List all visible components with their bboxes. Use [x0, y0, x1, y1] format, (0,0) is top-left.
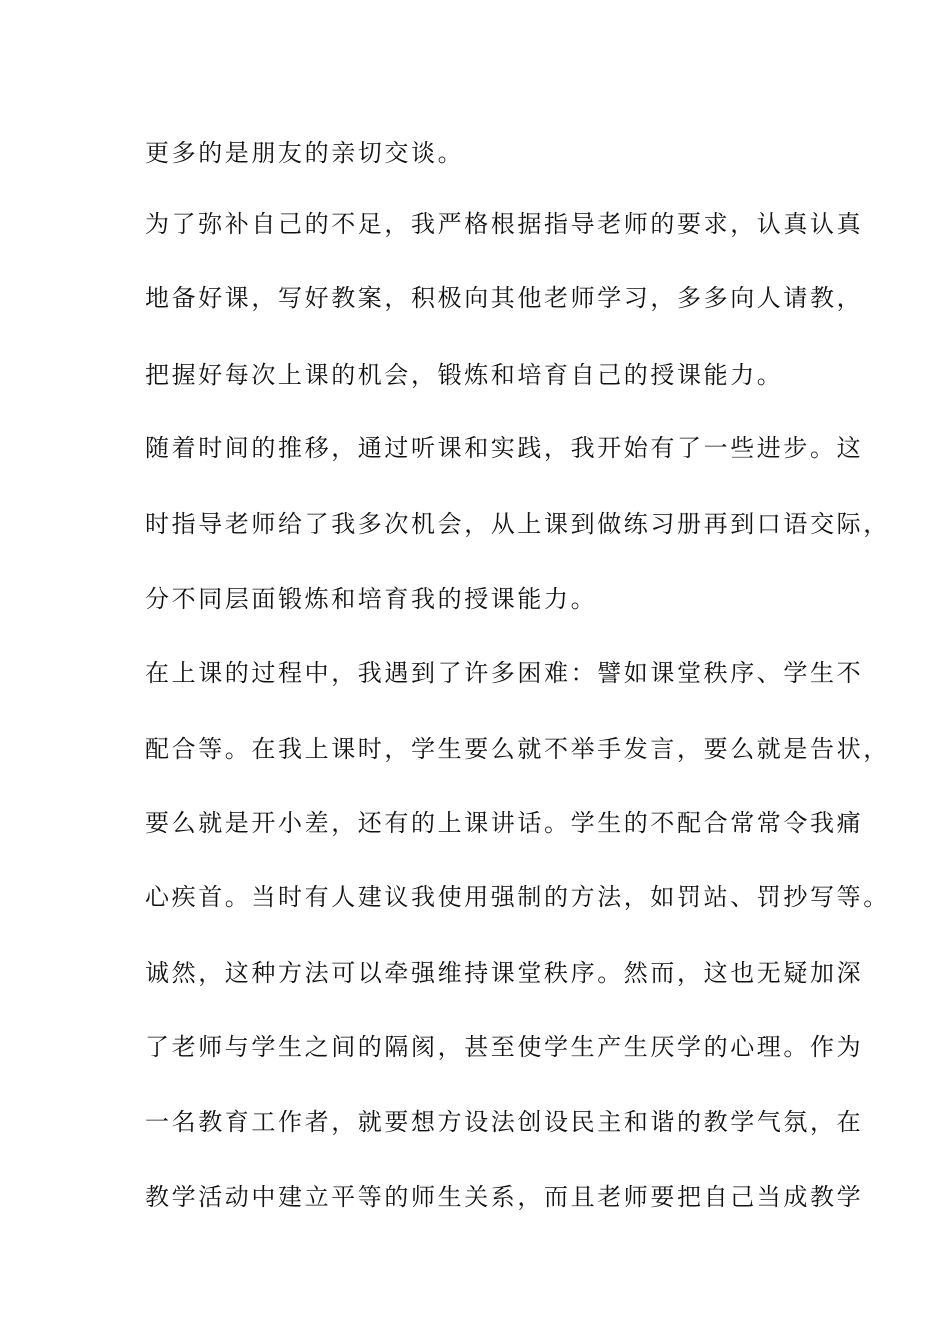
text-line: 了老师与学生之间的隔阂，甚至使学生产生厌学的心理。作为	[145, 1033, 864, 1061]
text-line: 配合等。在我上课时，学生要么就不举手发言，要么就是告状，	[145, 735, 890, 763]
text-line: 要么就是开小差，还有的上课讲话。学生的不配合常常令我痛	[145, 809, 864, 837]
text-line: 诚然，这种方法可以牵强维持课堂秩序。然而，这也无疑加深	[145, 959, 864, 987]
text-line: 心疾首。当时有人建议我使用强制的方法，如罚站、罚抄写等。	[145, 883, 890, 911]
text-line: 把握好每次上课的机会，锻炼和培育自己的授课能力。	[145, 361, 784, 389]
text-line: 更多的是朋友的亲切交谈。	[145, 139, 465, 167]
text-line: 地备好课，写好教案，积极向其他老师学习，多多向人请教，	[145, 284, 864, 312]
text-line: 一名教育工作者，就要想方设法创设民主和谐的教学气氛，在	[145, 1108, 864, 1136]
text-line: 时指导老师给了我多次机会，从上课到做练习册再到口语交际，	[145, 510, 890, 538]
text-line: 为了弥补自己的不足，我严格根据指导老师的要求，认真认真	[145, 210, 864, 238]
text-line: 随着时间的推移，通过听课和实践，我开始有了一些进步。这	[145, 434, 864, 462]
text-line: 教学活动中建立平等的师生关系，而且老师要把自己当成教学	[145, 1183, 864, 1211]
text-line: 分不同层面锻炼和培育我的授课能力。	[145, 585, 598, 613]
text-line: 在上课的过程中，我遇到了许多困难：譬如课堂秩序、学生不	[145, 659, 864, 687]
